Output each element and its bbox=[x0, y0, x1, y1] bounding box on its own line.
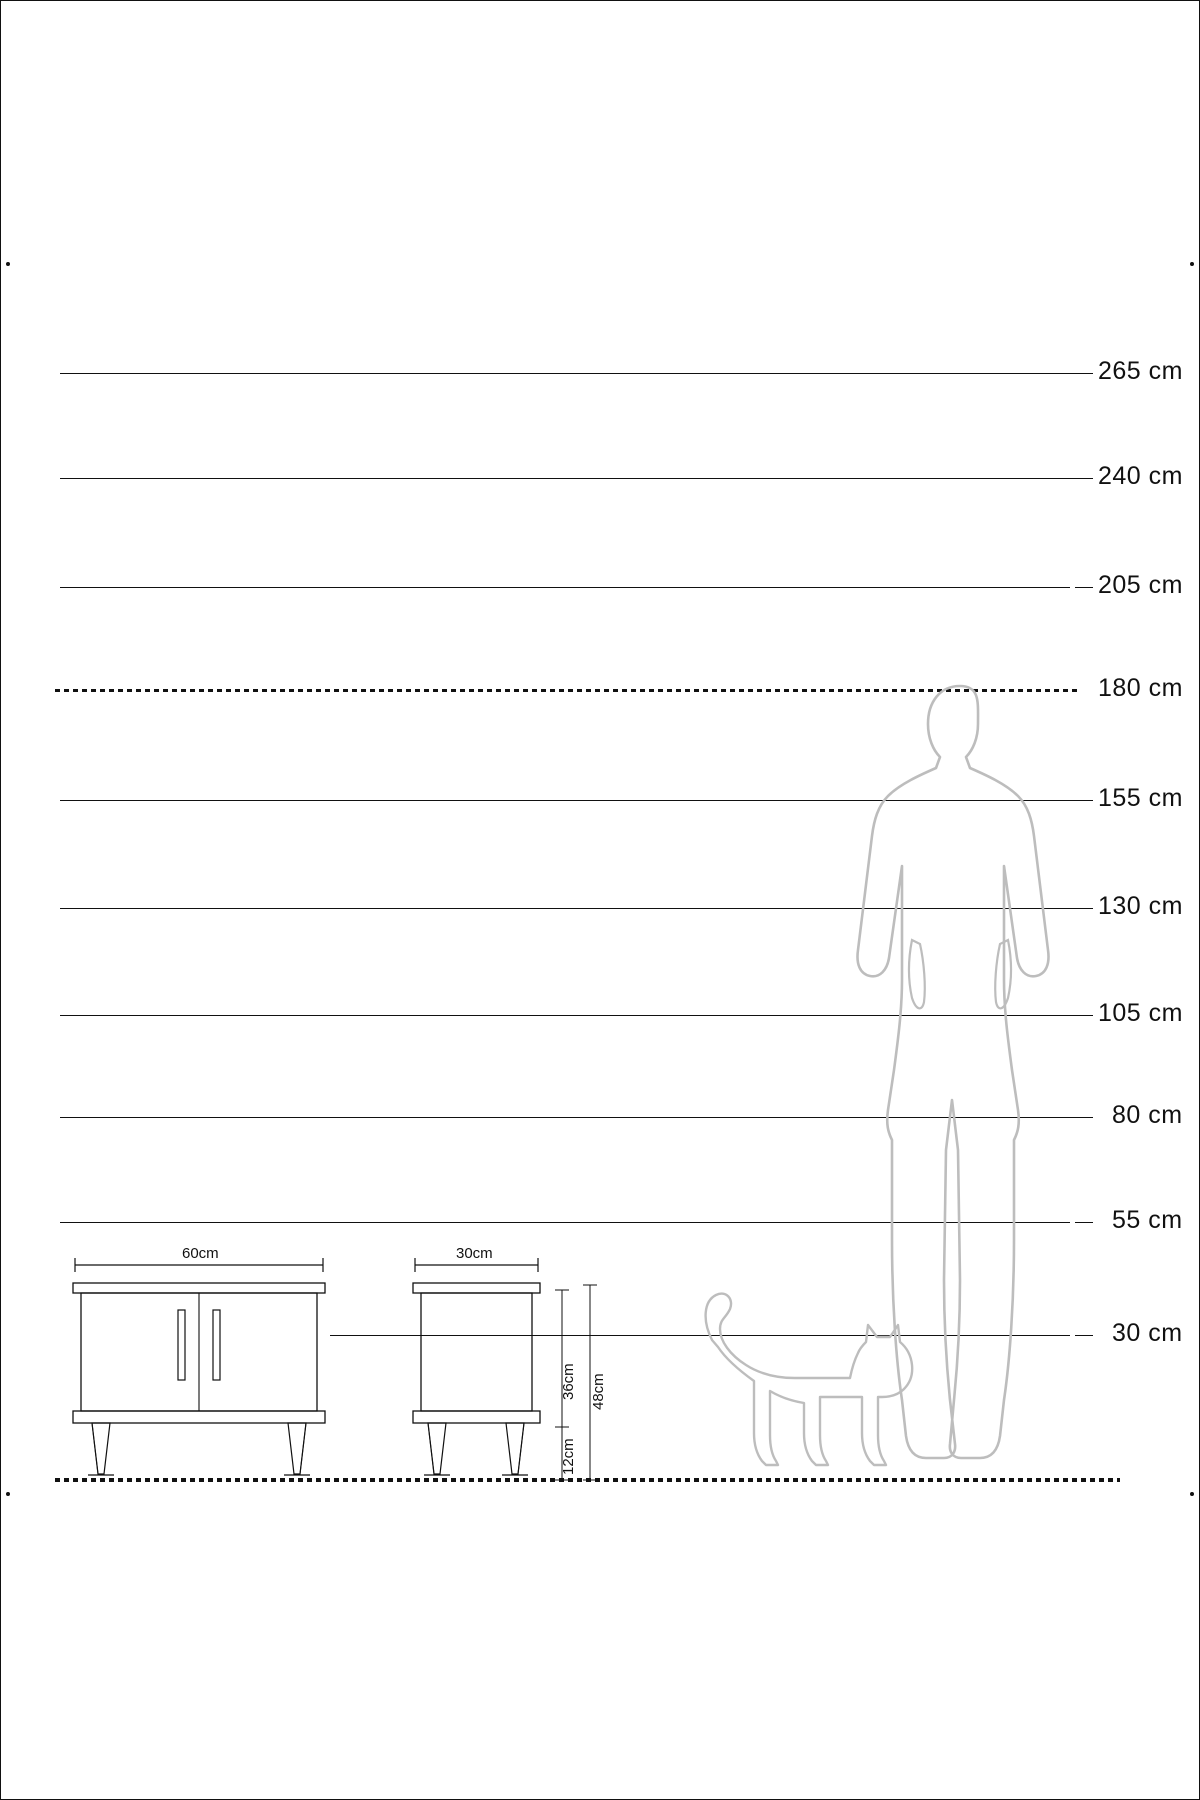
two-door-cabinet bbox=[70, 1255, 330, 1485]
scale-line-265 bbox=[60, 373, 1090, 374]
scale-label-155: 155 cm bbox=[1098, 784, 1183, 812]
nightstand-width-label: 30cm bbox=[456, 1245, 493, 1262]
corner-mark-top-left bbox=[6, 262, 10, 266]
corner-mark-bottom-left bbox=[6, 1492, 10, 1496]
scale-tick-205 bbox=[1075, 587, 1093, 588]
scale-label-105: 105 cm bbox=[1098, 999, 1183, 1027]
corner-mark-top-right bbox=[1190, 262, 1194, 266]
scale-label-130: 130 cm bbox=[1098, 892, 1183, 920]
scale-line-240 bbox=[60, 478, 1075, 479]
man-silhouette bbox=[840, 680, 1080, 1480]
scale-tick-265 bbox=[1075, 373, 1093, 374]
scale-label-80: 80 cm bbox=[1112, 1101, 1183, 1129]
body-height-label: 36cm bbox=[560, 1363, 577, 1400]
scale-label-180: 180 cm bbox=[1098, 674, 1183, 702]
total-height-label: 48cm bbox=[590, 1373, 607, 1410]
scale-label-30: 30 cm bbox=[1112, 1319, 1183, 1347]
single-nightstand bbox=[410, 1255, 560, 1485]
scale-label-205: 205 cm bbox=[1098, 571, 1183, 599]
leg-height-label: 12cm bbox=[560, 1438, 577, 1475]
scale-label-55: 55 cm bbox=[1112, 1206, 1183, 1234]
scale-tick-240 bbox=[1075, 478, 1093, 479]
cabinet-width-label: 60cm bbox=[182, 1245, 219, 1262]
scale-label-240: 240 cm bbox=[1098, 462, 1183, 490]
scale-label-265: 265 cm bbox=[1098, 357, 1183, 385]
corner-mark-bottom-right bbox=[1190, 1492, 1194, 1496]
scale-line-205 bbox=[60, 587, 1070, 588]
